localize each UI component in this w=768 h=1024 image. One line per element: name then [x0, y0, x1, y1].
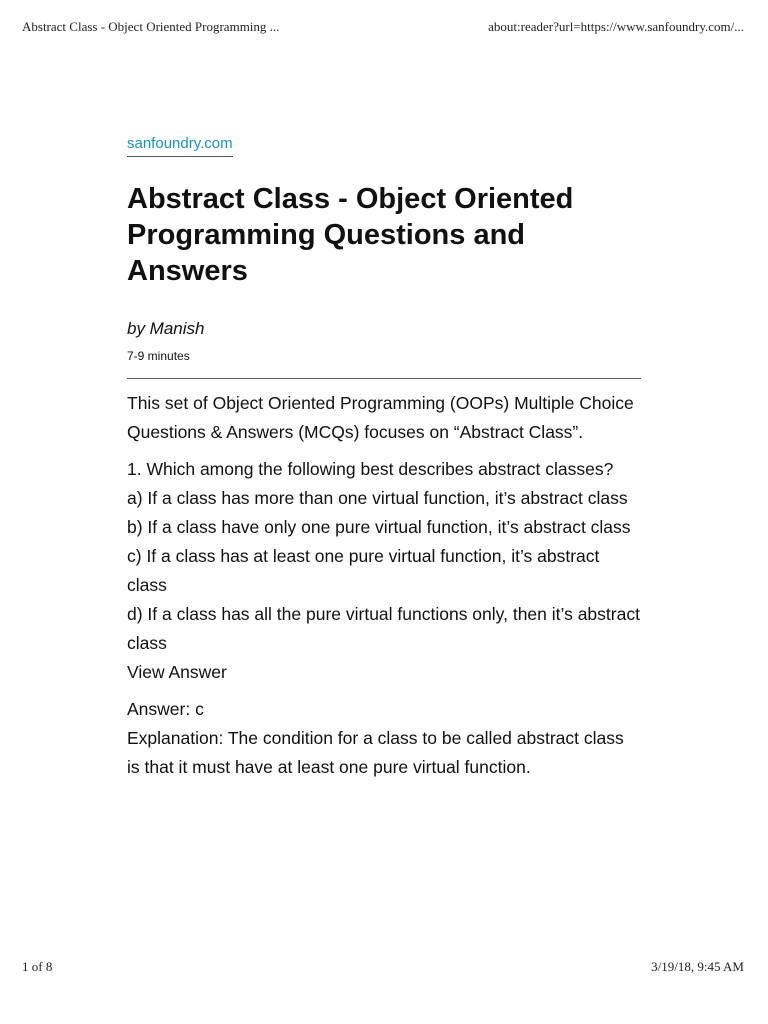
- explanation-text: Explanation: The condition for a class to be called abstract class is that it must have at least one pure virtual function.: [127, 728, 624, 777]
- option-a: a) If a class has more than one virtual function, it’s abstract class: [127, 488, 628, 508]
- page-indicator: 1 of 8: [22, 959, 53, 974]
- reader-article: [127, 134, 641, 790]
- source-domain-link[interactable]: sanfoundry.com: [127, 134, 233, 157]
- answer-text: Answer: c: [127, 699, 204, 719]
- view-answer-link[interactable]: View Answer: [127, 662, 227, 682]
- question-block: [127, 455, 641, 687]
- print-url: about:reader?url=https://www.sanfoundry.com/...: [488, 19, 744, 34]
- intro-paragraph: This set of Object Oriented Programming (OOPs) Multiple Choice Questions & Answers (MCQs) focuses on “Abstract Class”.: [127, 393, 634, 442]
- reading-time: 7-9 minutes: [127, 349, 190, 363]
- print-page-title: Abstract Class - Object Oriented Programming ...: [22, 19, 280, 34]
- answer-block: [127, 695, 641, 782]
- header-divider: [127, 378, 641, 379]
- question-text: 1. Which among the following best describes abstract classes?: [127, 459, 614, 479]
- option-d: d) If a class has all the pure virtual functions only, then it’s abstract class: [127, 604, 640, 653]
- print-datetime: 3/19/18, 9:45 AM: [651, 959, 744, 974]
- option-c: c) If a class has at least one pure virtual function, it’s abstract class: [127, 546, 600, 595]
- article-byline: by Manish: [127, 319, 205, 338]
- option-b: b) If a class have only one pure virtual function, it’s abstract class: [127, 517, 631, 537]
- article-content: [127, 389, 641, 782]
- article-title: Abstract Class - Object Oriented Programming Questions and Answers: [127, 183, 574, 287]
